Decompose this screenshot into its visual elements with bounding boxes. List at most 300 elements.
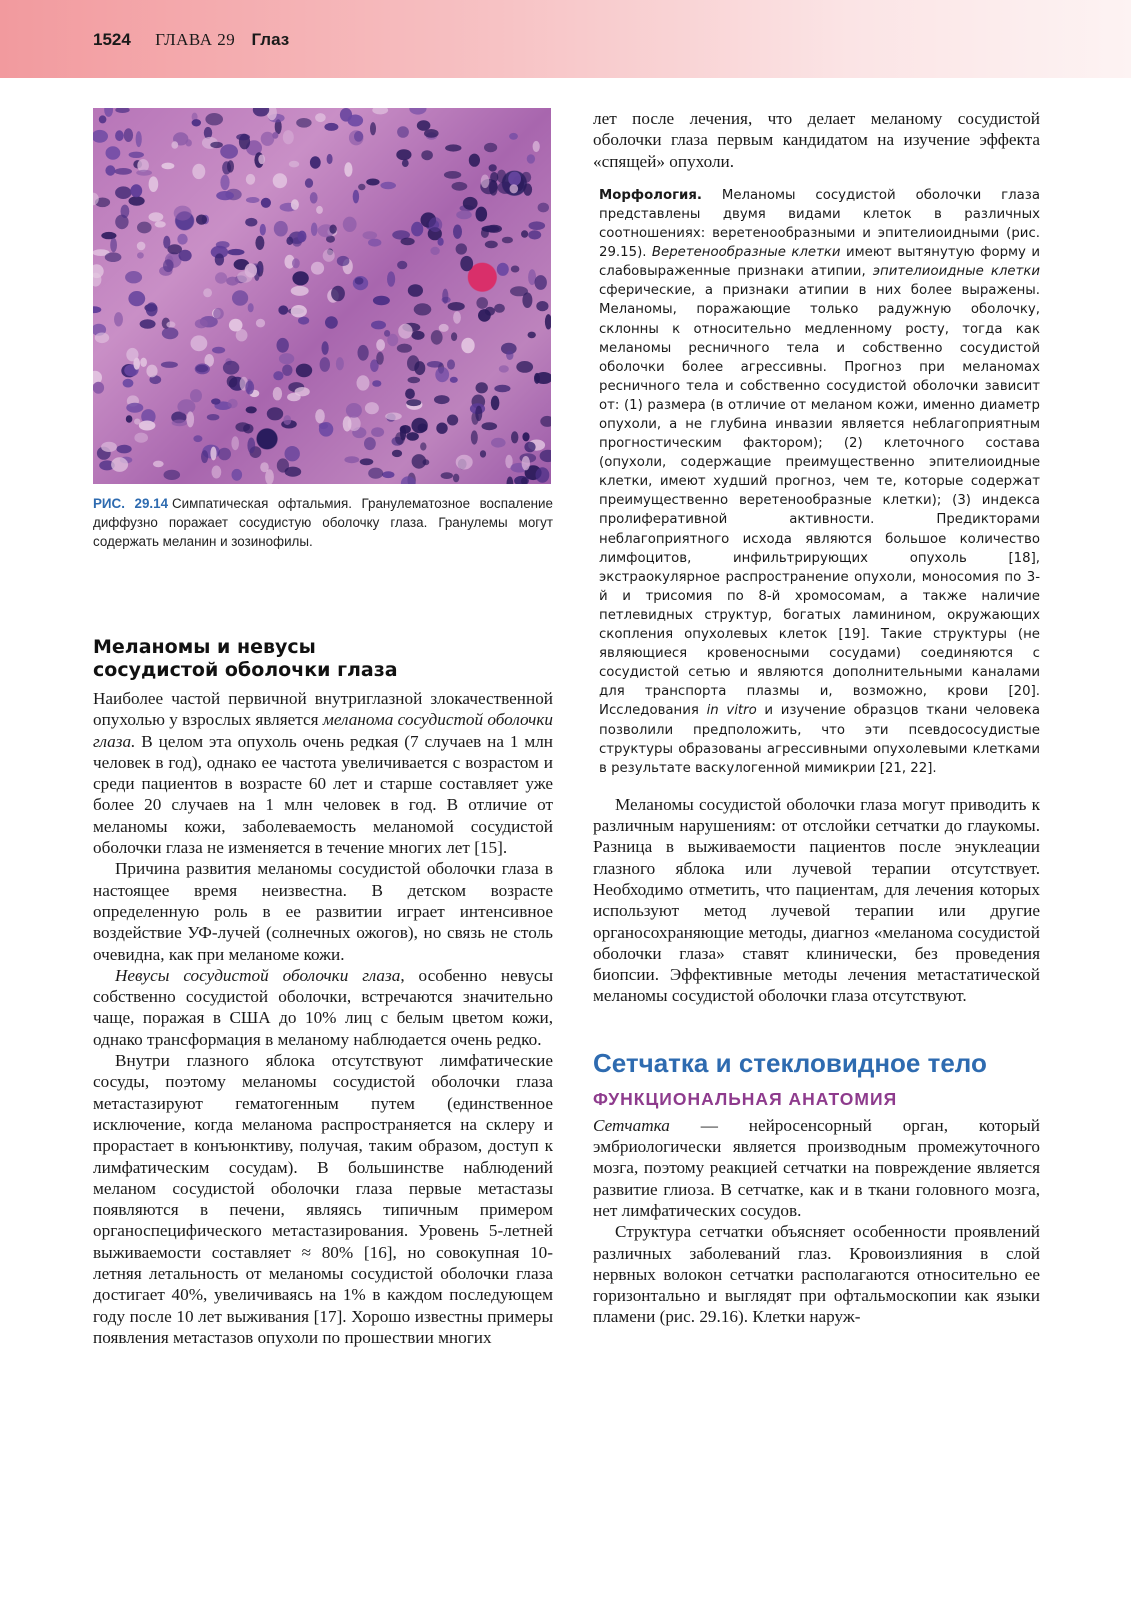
cell-nucleus (521, 230, 528, 237)
cell-nucleus (373, 296, 390, 305)
cell-nucleus (491, 438, 506, 448)
text-run: Меланомы сосудистой оболочки глаза представлены двумя видами клеток в различных соотношениях: веретенообразными и эпителиоидными (рис. 29.15). (599, 187, 1040, 261)
cell-nucleus (114, 168, 132, 175)
text-run: имеют вытянутую форму и слабовыраженные признаки атипии, (599, 245, 1040, 280)
cell-nucleus (392, 450, 402, 457)
cell-nucleus (463, 197, 478, 210)
cell-nucleus (278, 305, 288, 314)
cell-nucleus (484, 143, 497, 153)
cell-nucleus (298, 231, 307, 243)
cell-nucleus (155, 221, 166, 227)
cell-nucleus (327, 154, 333, 164)
cell-nucleus (499, 365, 509, 372)
cell-nucleus (358, 184, 365, 190)
cell-nucleus (305, 178, 313, 188)
cell-nucleus (331, 286, 345, 301)
paragraph: Внутри глазного яблока отсутствуют лимфатические сосуды, поэтому меланомы сосудистой оболочки глаза метастазируют гематогенным путем (единственное исключение, когда меланома распространяется на склеру и прорастает в конъюнктиву, получая, таким образом, доступ к лимфатическим сосудам). В большинстве наблюдений меланом сосудистой оболочки глаза первые метастазы появляются в печени, являясь типичным примером органоспецифического метастазирования. Уровень 5-летней выживаемости составляет ≈ 80% [16], но совокупная 10-летняя летальность от меланомы сосудистой оболочки глаза достигает 40%, увеличиваясь на 1% в каждом последующем году после 10 лет выживания [17]. Хорошо известны примеры появления метастазов опухоли по прошествии многих (93, 1051, 553, 1347)
cell-nucleus (93, 130, 108, 143)
cell-nucleus (429, 217, 443, 232)
cell-nucleus (451, 332, 457, 341)
cell-nucleus (368, 468, 383, 479)
cell-nucleus (162, 327, 179, 339)
cell-nucleus (161, 163, 174, 170)
cell-nucleus (363, 231, 378, 239)
cell-nucleus (481, 175, 490, 189)
cell-nucleus (482, 422, 498, 430)
cell-nucleus (105, 252, 122, 262)
cell-nucleus (139, 421, 156, 431)
cell-nucleus (273, 173, 287, 188)
cell-nucleus (476, 207, 488, 222)
cell-nucleus (229, 319, 243, 332)
cell-nucleus (516, 361, 533, 373)
cell-nucleus (494, 304, 505, 313)
cell-nucleus (192, 119, 201, 126)
cell-nucleus (408, 284, 423, 297)
cell-nucleus (506, 351, 513, 360)
cell-nucleus (243, 424, 253, 434)
cell-nucleus (193, 435, 202, 442)
cell-nucleus (232, 290, 248, 306)
cell-nucleus (524, 442, 535, 453)
cell-nucleus (371, 321, 386, 330)
cell-nucleus (430, 247, 439, 255)
cell-nucleus (371, 427, 384, 437)
cell-nucleus (438, 238, 444, 246)
cell-nucleus (461, 338, 474, 353)
figure-label: РИС. 29.14 (93, 496, 169, 511)
cell-nucleus (315, 409, 325, 423)
cell-nucleus (232, 469, 243, 481)
cell-nucleus (212, 347, 225, 354)
cell-nucleus (285, 467, 302, 477)
cell-nucleus (283, 415, 291, 425)
cell-nucleus (320, 357, 330, 372)
cell-nucleus (195, 364, 210, 375)
cell-nucleus (511, 266, 520, 273)
cell-nucleus (528, 230, 541, 239)
cell-nucleus (400, 425, 411, 434)
text-run: — нейросенсорный орган, который эмбриологически является производным промежуточного мозга, поэтому реакцией сетчатки на повреждение является развитие глиоза. В сетчатке, как и в ткани головного мозга, нет лимфатических сосудов. (593, 1115, 1040, 1220)
cell-nucleus (253, 108, 269, 117)
cell-nucleus (478, 309, 491, 322)
cell-nucleus (210, 142, 223, 148)
cell-nucleus (226, 277, 239, 286)
cell-nucleus (215, 253, 224, 265)
cell-nucleus (382, 471, 394, 478)
cell-nucleus (507, 477, 514, 485)
page-number: 1524 (93, 30, 131, 49)
paragraph (593, 1115, 1040, 1221)
cell-nucleus (528, 332, 536, 339)
cell-nucleus (245, 263, 257, 277)
cell-nucleus (246, 174, 255, 185)
cell-nucleus (220, 144, 238, 159)
cell-nucleus (405, 389, 415, 400)
cell-nucleus (456, 455, 473, 470)
right-column (593, 108, 1040, 1328)
cell-nucleus (448, 302, 465, 311)
cell-nucleus (133, 358, 140, 370)
cell-nucleus (291, 305, 307, 317)
cell-nucleus (485, 241, 498, 249)
paragraph: Структура сетчатки объясняет особенности проявлений различных заболеваний глаз. Кровоизлияния в слой нервных волокон сетчатки располагаются относительно ее горизонтально и выглядят при офтальмоскопии как языки пламени (рис. 29.16). Клетки наруж- (593, 1222, 1040, 1327)
cell-nucleus (146, 302, 158, 316)
cell-nucleus (536, 467, 550, 482)
cell-nucleus (260, 462, 269, 472)
cell-nucleus (261, 198, 271, 208)
cell-nucleus (245, 218, 257, 227)
cell-nucleus (296, 364, 312, 378)
cell-nucleus (491, 396, 500, 411)
cell-nucleus (310, 192, 318, 203)
cell-nucleus (289, 161, 299, 168)
paragraph: Меланомы сосудистой оболочки глаза могут приводить к различным нарушениям: от отслойки сетчатки до глаукомы. Разница в выживаемости пациентов после энуклеации глазного яблока или лучевой терапии отсутствует. Необходимо отметить, что пациентам, для лечения которых используют метод лучевой терапии или другие органосохраняющие методы, диагноз «меланома сосудистой оболочки глаза» ставят клинически, без проведения биопсии. Эффективные методы лечения метастатической меланомы сосудистой оболочки глаза отсутствуют. (593, 794, 1040, 1006)
cell-nucleus (402, 159, 409, 167)
cell-nucleus (258, 155, 265, 165)
text-run: сферические, а признаки атипии в них более выражены. Меланомы, поражающие только радужную оболочку, склонны к относительно медленному росту, тогда как меланомы ресничного тела и собственно сосудистой оболочки более агрессивны. Прогноз при меланомах ресничного тела и собственно сосудистой оболочки зависит от: (1) размера (в отличие от меланом кожи, именно диаметр опухоли, а не глубина инвазии является неблагоприятным прогностическим фактором); (2) клеточного состава (опухоли, содержащие преимущественно эпителиоидные клетки, имеют худший прогноз, чем те, которые содержат преимущественно веретенообразные клетки); (3) индекса пролиферативной активности. Предикторами неблагоприятного исхода являются большое количество лимфоцитов, инфильтрирующих опухоль [18], экстраокулярное распространение опухоли, моносомия по 3-й и трисомия по 8-й хромосомам, а также наличие петлевидных структур, богатых ламинином, окружающих скопления опухолевых клеток [19]. Такие структуры (не являющиеся кровеносными сосудами) соединяются с сосудистой сетью и являются дополнительными каналами для транспорта плазмы и, возможно, крови [20]. Исследования (599, 283, 1040, 719)
cell-nucleus (310, 156, 321, 168)
cell-nucleus (137, 242, 146, 251)
cell-nucleus (179, 250, 192, 262)
cell-nucleus (192, 164, 205, 179)
cell-nucleus (101, 442, 117, 452)
cell-nucleus (126, 403, 143, 413)
cell-nucleus (439, 324, 449, 332)
cell-nucleus (329, 225, 336, 234)
cell-nucleus (353, 190, 359, 204)
cell-nucleus (535, 275, 547, 290)
cell-nucleus (196, 215, 207, 225)
cell-nucleus (203, 288, 212, 297)
subsection-title-anatomy: ФУНКЦИОНАЛЬНАЯ АНАТОМИЯ (593, 1088, 898, 1109)
retina-body (593, 1115, 1040, 1328)
cell-nucleus (408, 377, 421, 383)
cell-nucleus (177, 399, 195, 414)
cell-nucleus (115, 186, 131, 199)
cell-nucleus (153, 461, 164, 468)
cell-nucleus (411, 222, 423, 237)
cell-nucleus (414, 303, 432, 315)
cell-nucleus (444, 171, 461, 179)
cell-nucleus (140, 358, 147, 367)
cell-nucleus (272, 132, 278, 139)
text-run: , особенно невусы собственно сосудистой оболочки, встречаются значительно чаще, поражая в США до 10% лиц с белым цветом кожи, однако трансформация в меланому наблюдается очень редко. (93, 965, 553, 1049)
cell-nucleus (533, 141, 540, 152)
cell-nucleus (114, 312, 123, 326)
cell-nucleus (291, 199, 299, 210)
cell-nucleus (424, 129, 439, 138)
cell-nucleus (411, 418, 427, 433)
emphasis: меланома сосудистой оболочки глаза. (93, 710, 554, 751)
cell-nucleus (95, 333, 109, 344)
cell-nucleus (481, 228, 489, 238)
cell-nucleus (397, 126, 409, 138)
cell-nucleus (456, 211, 472, 220)
cell-nucleus (412, 454, 427, 469)
cell-nucleus (121, 205, 130, 218)
cell-nucleus (260, 224, 266, 236)
cell-nucleus (453, 474, 459, 483)
cell-nucleus (205, 113, 223, 125)
cell-nucleus (360, 458, 374, 465)
cell-nucleus (508, 172, 521, 186)
cell-nucleus (380, 182, 396, 189)
cell-nucleus (442, 289, 448, 304)
cell-nucleus (315, 113, 326, 122)
cell-nucleus (227, 376, 238, 388)
cell-nucleus (211, 398, 220, 404)
cell-nucleus (372, 108, 388, 114)
cell-nucleus (452, 182, 468, 191)
cell-nucleus (191, 335, 208, 351)
cell-nucleus (164, 470, 181, 480)
cell-nucleus (411, 331, 424, 340)
chapter-name: Глаз (251, 30, 290, 49)
paragraph (93, 965, 553, 1050)
cell-nucleus (273, 371, 283, 380)
cell-nucleus (397, 261, 407, 270)
cell-nucleus (523, 183, 532, 195)
continuation-text (593, 108, 1040, 172)
cell-nucleus (385, 413, 402, 421)
cell-nucleus (136, 170, 152, 176)
cell-nucleus (480, 450, 486, 457)
cell-nucleus (277, 338, 289, 353)
cell-nucleus (441, 472, 453, 479)
cell-nucleus (195, 319, 208, 328)
cell-nucleus (370, 122, 376, 135)
cell-nucleus (476, 297, 488, 309)
cell-nucleus (453, 311, 461, 323)
paragraph: лет после лечения, что делает меланому сосудистой оболочки глаза первым кандидатом на изучение эффекта «спящей» опухоли. (593, 109, 1040, 171)
cell-nucleus (502, 237, 513, 244)
cell-nucleus (128, 291, 145, 306)
cell-nucleus (354, 131, 363, 142)
cell-nucleus (311, 262, 324, 275)
cell-nucleus (511, 431, 518, 443)
cell-nucleus (397, 344, 412, 353)
text-run: и изучение образцов ткани человека позволили предположить, что эти псевдососудистые структуры образованы агрессивными опухолевыми клетками в результате васкулогенной мимикрии [21, 22]. (599, 703, 1040, 776)
cell-nucleus (172, 420, 188, 427)
cell-nucleus (201, 450, 208, 463)
cell-nucleus (372, 380, 381, 387)
cell-nucleus (274, 221, 288, 237)
cell-nucleus (292, 258, 300, 268)
cell-nucleus (285, 446, 300, 461)
cell-nucleus (220, 175, 229, 191)
cell-nucleus (291, 286, 309, 296)
cell-nucleus (447, 415, 458, 426)
histology-cells (93, 108, 551, 484)
cell-nucleus (336, 357, 344, 370)
cell-nucleus (396, 149, 411, 160)
cell-nucleus (494, 385, 510, 393)
cell-nucleus (427, 361, 443, 368)
section-title-line1: Меланомы и невусы (93, 636, 316, 658)
cell-nucleus (134, 433, 148, 443)
cell-nucleus (447, 359, 455, 369)
cell-nucleus (255, 236, 264, 250)
cell-nucleus (227, 160, 234, 172)
cell-nucleus (540, 416, 551, 427)
figure-caption-text: Симпатическая офтальмия. Гранулематозное воспаление диффузно поражает сосудистую оболочку глаза. Гранулемы могут содержать меланин и зозинофилы. (93, 496, 553, 549)
cell-nucleus (343, 217, 357, 232)
melanoma-body (93, 688, 553, 1348)
cell-nucleus (529, 221, 546, 230)
cell-nucleus (298, 317, 309, 325)
cell-nucleus (460, 256, 473, 271)
cell-nucleus (163, 259, 174, 272)
cell-nucleus (174, 206, 192, 221)
cell-nucleus (365, 402, 379, 414)
cell-nucleus (324, 123, 338, 131)
cell-nucleus (231, 436, 239, 450)
cell-nucleus (130, 184, 142, 197)
cell-nucleus (236, 134, 250, 141)
cell-nucleus (261, 132, 275, 146)
cell-nucleus (246, 197, 260, 203)
cell-nucleus (509, 133, 518, 140)
cell-nucleus (387, 271, 395, 286)
left-column (93, 108, 553, 1348)
cell-nucleus (420, 442, 426, 450)
paragraph: Причина развития меланомы сосудистой оболочки глаза в настоящее время неизвестна. В детском возрасте определенную роль в ее развитии играет интенсивное воздействие УФ-лучей (солнечных ожогов), но связь не столь очевидна, как при меланоме кожи. (93, 859, 553, 964)
emphasis: in vitro (706, 703, 757, 719)
cell-nucleus (117, 445, 132, 454)
cell-nucleus (105, 165, 115, 175)
cell-nucleus (540, 450, 551, 462)
cell-nucleus (146, 365, 157, 378)
cell-nucleus (510, 286, 528, 296)
cell-nucleus (186, 139, 192, 146)
cell-nucleus (355, 277, 364, 284)
cell-nucleus (123, 379, 134, 388)
cell-nucleus (228, 399, 238, 409)
cell-nucleus (292, 271, 308, 285)
cell-nucleus (163, 236, 170, 249)
emphasis: Сетчатка (593, 1115, 670, 1135)
cell-nucleus (256, 319, 265, 328)
cell-nucleus (436, 423, 447, 434)
cell-nucleus (421, 150, 433, 160)
cell-nucleus (431, 330, 443, 345)
cell-nucleus (497, 263, 509, 276)
cell-nucleus (325, 316, 338, 328)
cell-nucleus (475, 406, 482, 422)
section-title-retina: Сетчатка и стекловидное тело (593, 1047, 987, 1078)
cell-nucleus (522, 432, 529, 441)
page-header (0, 0, 1131, 78)
cell-nucleus (453, 225, 462, 239)
cell-nucleus (115, 130, 124, 141)
cell-nucleus (376, 339, 385, 351)
cell-nucleus (343, 416, 352, 431)
cell-nucleus (279, 353, 294, 364)
cell-nucleus (137, 252, 144, 258)
cell-nucleus (273, 387, 282, 400)
cell-nucleus (177, 234, 187, 245)
cell-nucleus (358, 345, 369, 361)
cell-nucleus (137, 222, 152, 234)
cell-nucleus (99, 115, 107, 123)
cell-nucleus (316, 206, 323, 214)
cell-nucleus (218, 448, 231, 461)
outcome-text (593, 794, 1040, 1007)
emphasis: Невусы сосудистой оболочки глаза (115, 965, 401, 985)
histology-image (93, 108, 551, 484)
morphology-label: Морфология. (599, 187, 702, 203)
cell-nucleus (248, 303, 254, 312)
cell-nucleus (149, 212, 164, 221)
text-run: Наиболее частой первичной внутриглазной злокачественной опухолью у взрослых является (93, 689, 553, 730)
cell-nucleus (489, 164, 497, 171)
cell-nucleus (129, 196, 145, 205)
cell-nucleus (213, 308, 224, 319)
cell-nucleus (471, 430, 478, 444)
cell-nucleus (323, 249, 335, 262)
cell-nucleus (510, 184, 519, 193)
cell-nucleus (129, 152, 144, 158)
cell-nucleus (450, 377, 458, 383)
cell-nucleus (216, 191, 234, 200)
cell-nucleus (115, 108, 129, 113)
cell-nucleus (398, 324, 412, 339)
cell-nucleus (407, 355, 419, 371)
cell-nucleus (401, 238, 415, 246)
cell-nucleus (171, 141, 178, 148)
cell-nucleus (247, 438, 255, 454)
cell-nucleus (357, 375, 370, 390)
cell-nucleus (346, 403, 362, 418)
cell-nucleus (207, 414, 220, 420)
emphasis: эпителиоидные клетки (872, 264, 1040, 280)
cell-nucleus (223, 361, 239, 375)
cell-nucleus (384, 330, 390, 337)
cell-nucleus (490, 172, 498, 182)
cell-nucleus (93, 306, 101, 313)
cell-nucleus (366, 179, 379, 186)
cell-nucleus (140, 319, 156, 328)
cell-nucleus (282, 365, 292, 376)
cell-nucleus (344, 456, 359, 463)
paragraph (93, 688, 553, 858)
cell-nucleus (435, 367, 449, 382)
cell-nucleus (111, 457, 128, 472)
cell-nucleus (364, 437, 376, 450)
cell-nucleus (106, 146, 121, 159)
cell-nucleus (337, 256, 350, 266)
cell-nucleus (368, 239, 381, 247)
cell-nucleus (187, 411, 195, 427)
cell-nucleus (536, 301, 548, 311)
cell-nucleus (344, 162, 352, 177)
running-head (93, 30, 289, 50)
cell-nucleus (212, 466, 222, 479)
cell-nucleus (136, 131, 142, 147)
cell-nucleus (286, 237, 293, 245)
cell-nucleus (227, 249, 244, 255)
cell-nucleus (93, 382, 104, 394)
cell-nucleus (296, 118, 311, 128)
cell-nucleus (104, 108, 113, 117)
section-title-melanoma (93, 636, 553, 682)
chapter-label: ГЛАВА 29 (155, 30, 236, 49)
cell-nucleus (538, 203, 549, 213)
cell-nucleus (295, 387, 310, 396)
cell-nucleus (469, 154, 480, 167)
cell-nucleus (283, 130, 294, 144)
